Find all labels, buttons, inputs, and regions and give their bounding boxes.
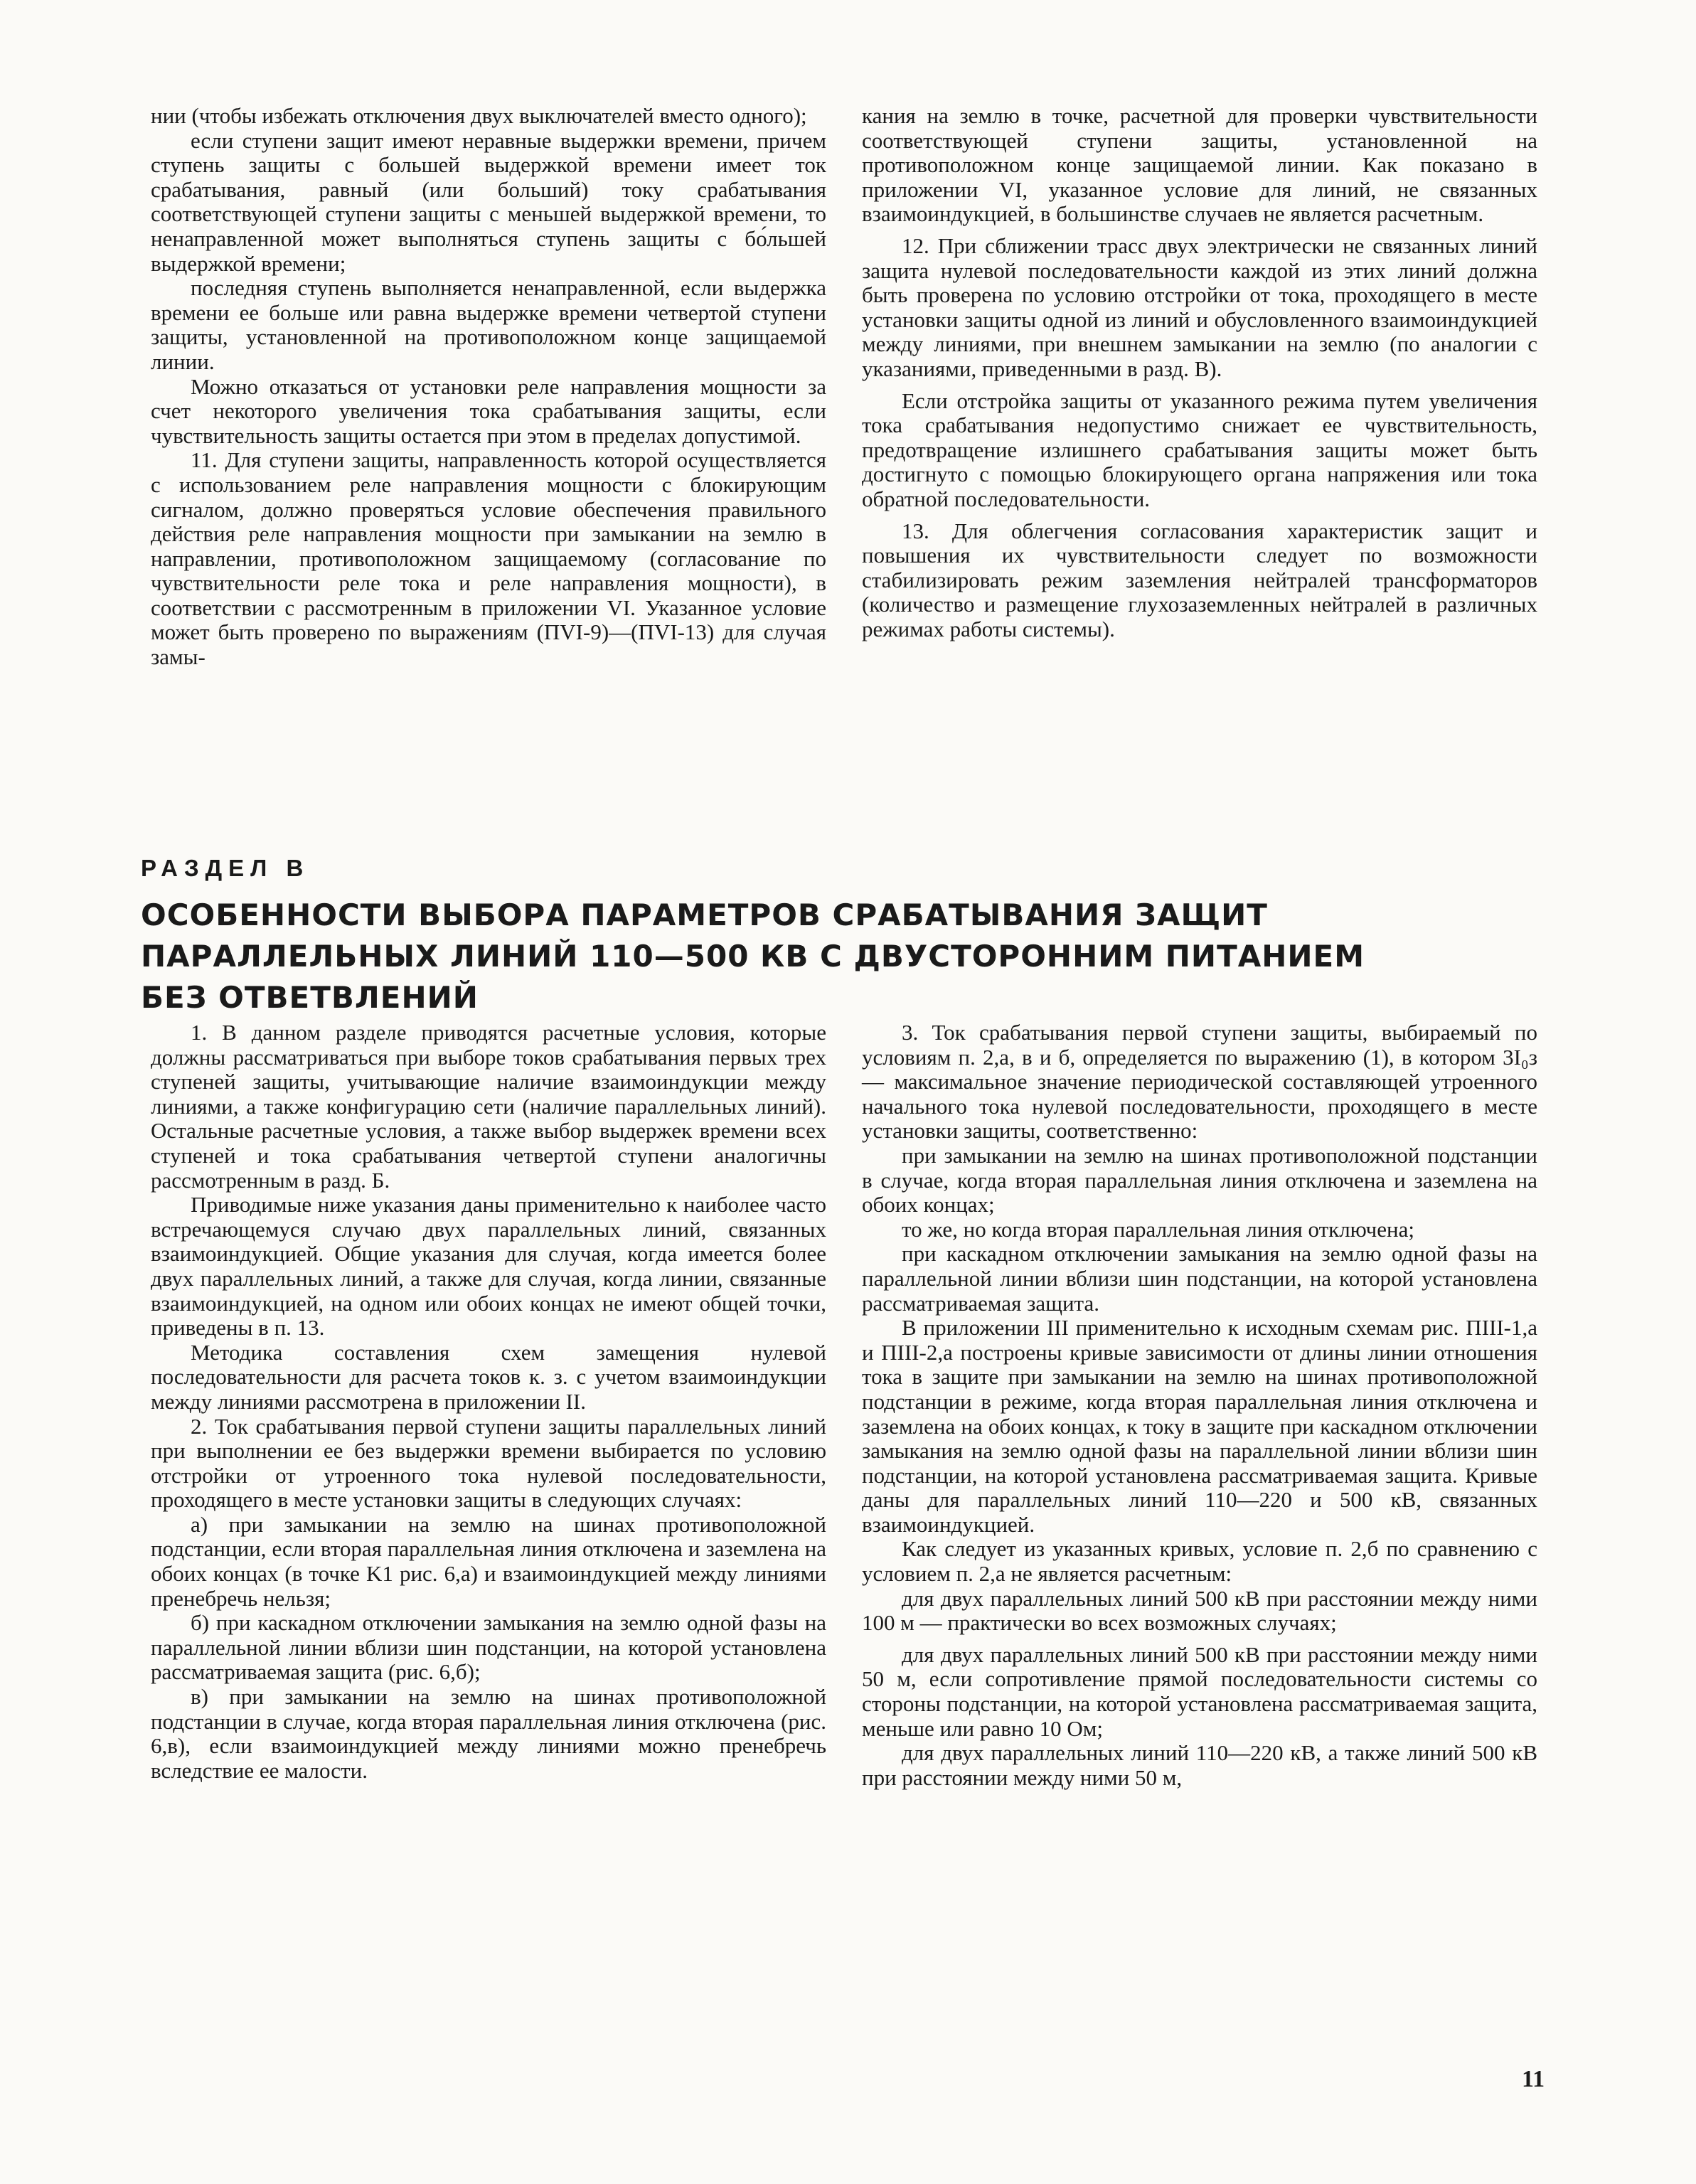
paragraph: Как следует из указанных кривых, условие п. 2,б по сравнению с условием п. 2,а не является расчетным: [862, 1536, 1537, 1587]
paragraph: б) при каскадном отключении замыкания на землю одной фазы на параллельной линии вблизи шин подстанции, на которой установлена рассматриваемая защита (рис. 6,б); [151, 1610, 826, 1685]
paragraph: а) при замыкании на землю на шинах противоположной подстанции, если вторая параллельная линия отключена и заземлена на обоих концах (в точке K1 рис. 6,а) и взаимоиндукцией между линиями пренебречь нельзя; [151, 1511, 826, 1611]
paragraph: при замыкании на землю на шинах противоположной подстанции в случае, когда вторая параллельная линия отключена и заземлена на обоих концах; [862, 1142, 1537, 1218]
paragraph: нии (чтобы избежать отключения двух выключателей вместо одного); [151, 103, 807, 128]
paragraph: для двух параллельных линий 500 кВ при расстоянии между ними 50 м, если сопротивление прямой последовательности системы со стороны подстанции, на которой установлена рассматриваемая защита, меньше или равно 10 Ом; [862, 1641, 1537, 1741]
section-title [141, 895, 1492, 1018]
section-title-line: ОСОБЕННОСТИ ВЫБОРА ПАРАМЕТРОВ СРАБАТЫВАНИЯ ЗАЩИТ [141, 897, 1268, 932]
paragraph: 1. В данном разделе приводятся расчетные условия, которые должны рассматриваться при выборе токов срабатывания первых трех ступеней защиты, учитывающие наличие взаимоиндукции между линиями, а также конфигурацию сети (наличие параллельных линий). Остальные расчетные условия, а также выбор выдержек времени всех ступеней и тока срабатывания четвертой ступени аналогичны рассмотренным в разд. Б. [151, 1020, 826, 1193]
paragraph: Если отстройка защиты от указанного режима путем увеличения тока срабатывания недопустимо снижает ее чувствительность, предотвращение излишнего срабатывания защиты может быть достигнуто с помощью блокирующего органа напряжения или тока обратной последовательности. [862, 388, 1537, 511]
paragraph: Приводимые ниже указания даны применительно к наиболее часто встречающемуся случаю двух параллельных линий, связанных взаимоиндукцией. Общие указания для случая, когда имеется более двух параллельных линий, а также для случая, когда линии, связанные взаимоиндукцией, на одном или обоих концах не имеют общей точки, приведены в п. 13. [151, 1192, 826, 1341]
top-left-column [151, 104, 826, 670]
bottom-right-column [862, 1021, 1537, 1790]
paragraph: для двух параллельных линий 110—220 кВ, а также линий 500 кВ при расстоянии между ними 50 м, [862, 1740, 1537, 1790]
paragraph: кания на землю в точке, расчетной для проверки чувствительности соответствующей ступени защиты, установленной на противоположном конце защищаемой линии. Как показано в приложении VI, указанное условие для линий, не связанных взаимоиндукцией, в большинстве случаев не является расчетным. [862, 103, 1537, 227]
section-label: РАЗДЕЛ В [141, 855, 310, 881]
page-number: 11 [1522, 2066, 1545, 2092]
paragraph: 13. Для облегчения согласования характеристик защит и повышения их чувствительности следует по возможности стабилизировать режим заземления нейтралей трансформаторов (количество и размещение глухозаземленных нейтралей в различных режимах работы системы). [862, 518, 1537, 641]
paragraph: последняя ступень выполняется ненаправленной, если выдержка времени ее больше или равна выдержке времени четвертой ступени защиты, установленной на противоположном конце защищаемой линии. [151, 275, 826, 374]
paragraph: 11. Для ступени защиты, направленность которой осуществляется с использованием реле направления мощности с блокирующим сигналом, должно проверяться условие обеспечения правильного действия реле направления мощности при замыкании на землю в направлении, противоположном защищаемому (согласование по чувствительности реле тока и реле направления мощности), в соответствии с рассмотренным в приложении VI. Указанное условие может быть проверено по выражениям (ПVI-9)—(ПVI-13) для случая замы- [151, 447, 826, 670]
top-right-column [862, 104, 1537, 641]
paragraph: в) при замыкании на землю на шинах противоположной подстанции в случае, когда вторая параллельная линия отключена (рис. 6,в), если взаимоиндукцией между линиями можно пренебречь вследствие ее малости. [151, 1684, 826, 1783]
paragraph: 12. При сближении трасс двух электрически не связанных линий защита нулевой последовательности каждой из этих линий должна быть проверена по условию отстройки от тока, проходящего в месте установки защиты одной из линий и обусловленного взаимоиндукцией между линиями, при внешнем замыкании на землю (по аналогии с указаниями, приведенными в разд. В). [862, 233, 1537, 381]
section-title-line: ПАРАЛЛЕЛЬНЫХ ЛИНИЙ 110—500 КВ С ДВУСТОРОННИМ ПИТАНИЕМ [141, 939, 1365, 974]
paragraph: при каскадном отключении замыкания на землю одной фазы на параллельной линии вблизи шин подстанции, на которой установлена рассматриваемая защита. [862, 1241, 1537, 1316]
paragraph: Методика составления схем замещения нулевой последовательности для расчета токов к. з. с учетом взаимоиндукции между линиями рассмотрена в приложении II. [151, 1339, 826, 1414]
section-title-line: БЕЗ ОТВЕТВЛЕНИЙ [141, 980, 479, 1015]
paragraph: для двух параллельных линий 500 кВ при расстоянии между ними 100 м — практически во всех возможных случаях; [862, 1585, 1537, 1636]
paragraph: 3. Ток срабатывания первой ступени защиты, выбираемый по условиям п. 2,а, в и б, определяется по выражению (1), в котором 3I₀з — максимальное значение периодической составляющей утроенного начального тока нулевой последовательности, проходящего в месте установки защиты, соответственно: [862, 1020, 1537, 1144]
paragraph: то же, но когда вторая параллельная линия отключена; [902, 1216, 1414, 1242]
paragraph: если ступени защит имеют неравные выдержки времени, причем ступень защиты с большей выдержкой времени имеет ток срабатывания, равный (или больший) току срабатывания соответствующей ступени защиты с меньшей выдержкой времени, то ненаправленной может выполняться ступень защиты с бо́льшей выдержкой времени; [151, 127, 826, 276]
bottom-left-column [151, 1021, 826, 1783]
paragraph: В приложении III применительно к исходным схемам рис. ПIII-1,а и ПIII-2,а построены кривые зависимости от длины линии отношения тока в защите при замыкании на землю на шинах противоположной подстанции в режиме, когда вторая параллельная линия отключена и заземлена на обоих концах, к току в защите при каскадном отключении замыкания на землю одной фазы на параллельной линии вблизи шин подстанции, на которой установлена рассматриваемая защита. Кривые даны для параллельных линий 110—220 и 500 кВ, связанных взаимоиндукцией. [862, 1315, 1537, 1537]
paragraph: 2. Ток срабатывания первой ступени защиты параллельных линий при выполнении ее без выдержки времени выбирается по условию отстройки от утроенного тока нулевой последовательности, проходящего в месте установки защиты в следующих случаях: [151, 1413, 826, 1513]
paragraph: Можно отказаться от установки реле направления мощности за счет некоторого увеличения тока срабатывания защиты, если чувствительность защиты остается при этом в пределах допустимой. [151, 373, 826, 448]
